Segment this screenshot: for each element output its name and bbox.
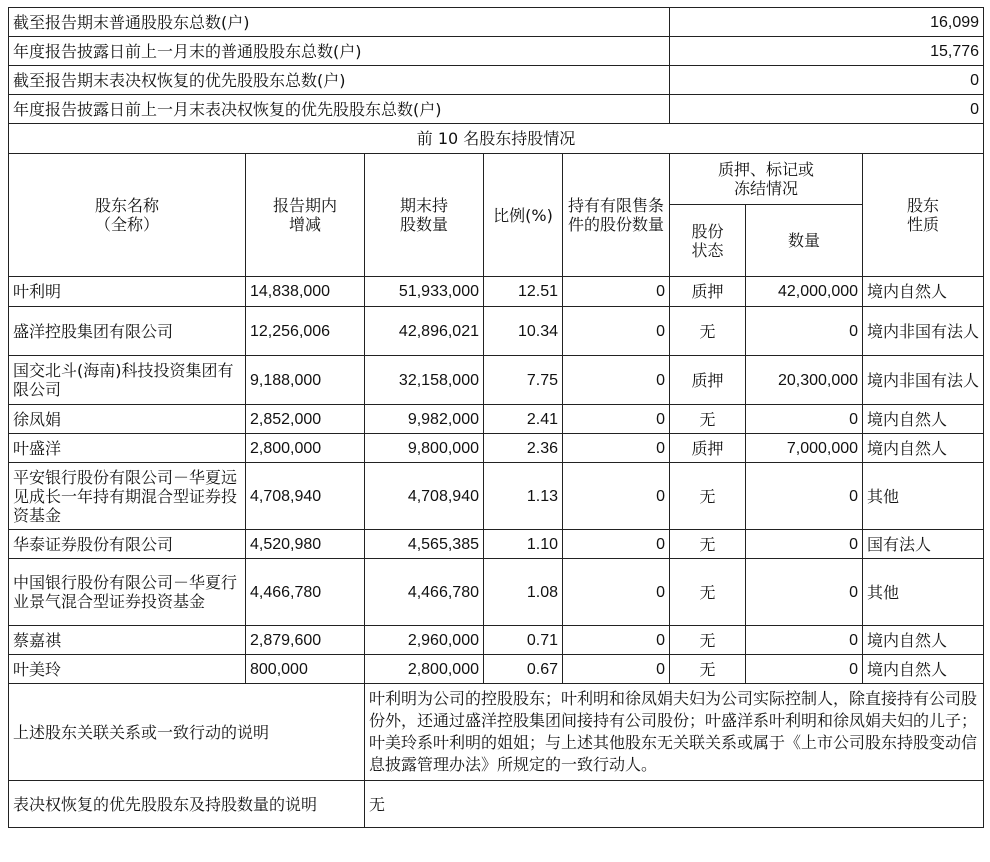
- shareholder-name: 叶利明: [9, 277, 246, 307]
- shareholder-restricted: 0: [563, 559, 670, 626]
- shareholder-restricted: 0: [563, 463, 670, 530]
- shareholder-pledge-status: 无: [670, 530, 746, 559]
- table-row: [9, 530, 984, 559]
- shareholder-ratio: 2.41: [484, 405, 563, 434]
- shareholder-change: 9,188,000: [246, 356, 365, 405]
- header-name-line2: （全称）: [94, 215, 159, 234]
- summary-row: [9, 8, 984, 37]
- shareholder-name: 叶盛洋: [9, 434, 246, 463]
- shareholder-pledge-status: 无: [670, 626, 746, 655]
- header-name: [9, 154, 246, 277]
- shareholder-name: 盛洋控股集团有限公司: [9, 307, 246, 356]
- shareholder-nature: 其他: [863, 559, 984, 626]
- shareholder-change: 14,838,000: [246, 277, 365, 307]
- shareholder-report: [8, 7, 983, 828]
- summary-value: 0: [670, 66, 984, 95]
- shareholder-restricted: 0: [563, 307, 670, 356]
- shareholder-pledge-status: 质押: [670, 277, 746, 307]
- section-title-row: [9, 124, 984, 154]
- shareholder-pledge-qty: 0: [746, 626, 863, 655]
- header-name-line1: 股东名称: [94, 196, 159, 215]
- shareholder-ratio: 2.36: [484, 434, 563, 463]
- preferred-note-label: 表决权恢复的优先股股东及持股数量的说明: [9, 781, 365, 828]
- shareholder-restricted: 0: [563, 356, 670, 405]
- summary-label: 年度报告披露日前上一月末的普通股股东总数(户): [9, 37, 670, 66]
- shareholder-holding: 32,158,000: [365, 356, 484, 405]
- shareholder-pledge-status: 无: [670, 559, 746, 626]
- shareholder-nature: 境内自然人: [863, 405, 984, 434]
- shareholder-nature: 境内自然人: [863, 626, 984, 655]
- shareholder-name: 平安银行股份有限公司－华夏远见成长一年持有期混合型证券投资基金: [9, 463, 246, 530]
- header-nature: [863, 154, 984, 277]
- relation-note-label: 上述股东关联关系或一致行动的说明: [9, 684, 365, 781]
- shareholder-ratio: 0.67: [484, 655, 563, 684]
- shareholder-ratio: 10.34: [484, 307, 563, 356]
- header-change-line1: 报告期内: [272, 196, 337, 215]
- shareholder-change: 2,852,000: [246, 405, 365, 434]
- header-nature-line1: 股东: [907, 196, 940, 215]
- table-row: [9, 307, 984, 356]
- footer-row: [9, 684, 984, 781]
- relation-note-text: 叶利明为公司的控股股东；叶利明和徐凤娟夫妇为公司实际控制人，除直接持有公司股份外，还通过盛洋控股集团间接持有公司股份；叶盛洋系叶利明和徐凤娟夫妇的儿子；叶美玲系叶利明的姐姐；与上述其他股东无关联关系或属于《上市公司股东持股变动信息披露管理办法》所规定的一致行动人。: [365, 684, 984, 781]
- header-change-line2: 增减: [288, 215, 321, 234]
- summary-label: 截至报告期末表决权恢复的优先股股东总数(户): [9, 66, 670, 95]
- shareholder-change: 4,708,940: [246, 463, 365, 530]
- summary-row: [9, 37, 984, 66]
- shareholder-nature: 境内非国有法人: [863, 307, 984, 356]
- shareholder-ratio: 1.13: [484, 463, 563, 530]
- header-nature-line2: 性质: [907, 215, 940, 234]
- summary-label: 截至报告期末普通股股东总数(户): [9, 8, 670, 37]
- shareholder-restricted: 0: [563, 655, 670, 684]
- footer-row: [9, 781, 984, 828]
- header-change: [246, 154, 365, 277]
- header-pledge-status: 股份状态: [670, 205, 746, 277]
- shareholder-holding: 4,565,385: [365, 530, 484, 559]
- shareholder-holding: 9,982,000: [365, 405, 484, 434]
- summary-value: 0: [670, 95, 984, 124]
- shareholder-pledge-qty: 0: [746, 559, 863, 626]
- shareholder-nature: 境内自然人: [863, 434, 984, 463]
- table-row: [9, 463, 984, 530]
- header-holding-line1: 期末持: [399, 196, 448, 215]
- summary-label: 年度报告披露日前上一月末表决权恢复的优先股股东总数(户): [9, 95, 670, 124]
- summary-value: 15,776: [670, 37, 984, 66]
- summary-row: [9, 66, 984, 95]
- summary-value: 16,099: [670, 8, 984, 37]
- shareholder-restricted: 0: [563, 434, 670, 463]
- table-row: [9, 356, 984, 405]
- shareholder-pledge-qty: 42,000,000: [746, 277, 863, 307]
- shareholder-pledge-qty: 0: [746, 307, 863, 356]
- table-row: [9, 434, 984, 463]
- shareholder-holding: 51,933,000: [365, 277, 484, 307]
- header-holding: [365, 154, 484, 277]
- shareholder-table: [8, 7, 984, 828]
- shareholder-restricted: 0: [563, 530, 670, 559]
- shareholder-restricted: 0: [563, 405, 670, 434]
- shareholder-change: 800,000: [246, 655, 365, 684]
- shareholder-change: 12,256,006: [246, 307, 365, 356]
- shareholder-holding: 9,800,000: [365, 434, 484, 463]
- shareholder-pledge-qty: 7,000,000: [746, 434, 863, 463]
- header-pledge-group: [670, 154, 863, 205]
- shareholder-holding: 4,708,940: [365, 463, 484, 530]
- shareholder-holding: 42,896,021: [365, 307, 484, 356]
- shareholder-pledge-status: 无: [670, 405, 746, 434]
- header-ratio: 比例(%): [484, 154, 563, 277]
- table-row: [9, 277, 984, 307]
- header-pledge-group-line2: 冻结情况: [734, 179, 799, 199]
- table-row: [9, 626, 984, 655]
- shareholder-pledge-status: 无: [670, 307, 746, 356]
- shareholder-name: 徐凤娟: [9, 405, 246, 434]
- shareholder-name: 国交北斗(海南)科技投资集团有限公司: [9, 356, 246, 405]
- shareholder-pledge-qty: 0: [746, 405, 863, 434]
- header-holding-line2: 股数量: [399, 215, 448, 234]
- shareholder-holding: 2,800,000: [365, 655, 484, 684]
- table-row: [9, 405, 984, 434]
- shareholder-change: 4,520,980: [246, 530, 365, 559]
- shareholder-nature: 境内自然人: [863, 277, 984, 307]
- shareholder-holding: 4,466,780: [365, 559, 484, 626]
- shareholder-name: 华泰证券股份有限公司: [9, 530, 246, 559]
- shareholder-pledge-status: 质押: [670, 434, 746, 463]
- shareholder-change: 4,466,780: [246, 559, 365, 626]
- shareholder-pledge-status: 无: [670, 655, 746, 684]
- shareholder-name: 叶美玲: [9, 655, 246, 684]
- shareholder-ratio: 12.51: [484, 277, 563, 307]
- shareholder-nature: 其他: [863, 463, 984, 530]
- shareholder-pledge-qty: 20,300,000: [746, 356, 863, 405]
- shareholder-name: 蔡嘉祺: [9, 626, 246, 655]
- header-restricted: 持有有限售条件的股份数量: [563, 154, 670, 277]
- shareholder-pledge-qty: 0: [746, 655, 863, 684]
- shareholder-pledge-qty: 0: [746, 463, 863, 530]
- table-row: [9, 655, 984, 684]
- shareholder-change: 2,800,000: [246, 434, 365, 463]
- header-row: [9, 154, 984, 205]
- section-title: 前 10 名股东持股情况: [9, 124, 984, 154]
- table-row: [9, 559, 984, 626]
- shareholder-pledge-qty: 0: [746, 530, 863, 559]
- shareholder-ratio: 7.75: [484, 356, 563, 405]
- shareholder-name: 中国银行股份有限公司－华夏行业景气混合型证券投资基金: [9, 559, 246, 626]
- shareholder-ratio: 1.08: [484, 559, 563, 626]
- shareholder-ratio: 1.10: [484, 530, 563, 559]
- shareholder-nature: 境内自然人: [863, 655, 984, 684]
- shareholder-restricted: 0: [563, 277, 670, 307]
- shareholder-nature: 境内非国有法人: [863, 356, 984, 405]
- preferred-note-text: 无: [365, 781, 984, 828]
- shareholder-holding: 2,960,000: [365, 626, 484, 655]
- header-pledge-qty: 数量: [746, 205, 863, 277]
- shareholder-pledge-status: 无: [670, 463, 746, 530]
- summary-row: [9, 95, 984, 124]
- header-pledge-group-line1: 质押、标记或: [718, 160, 815, 180]
- shareholder-ratio: 0.71: [484, 626, 563, 655]
- shareholder-pledge-status: 质押: [670, 356, 746, 405]
- shareholder-restricted: 0: [563, 626, 670, 655]
- shareholder-change: 2,879,600: [246, 626, 365, 655]
- shareholder-nature: 国有法人: [863, 530, 984, 559]
